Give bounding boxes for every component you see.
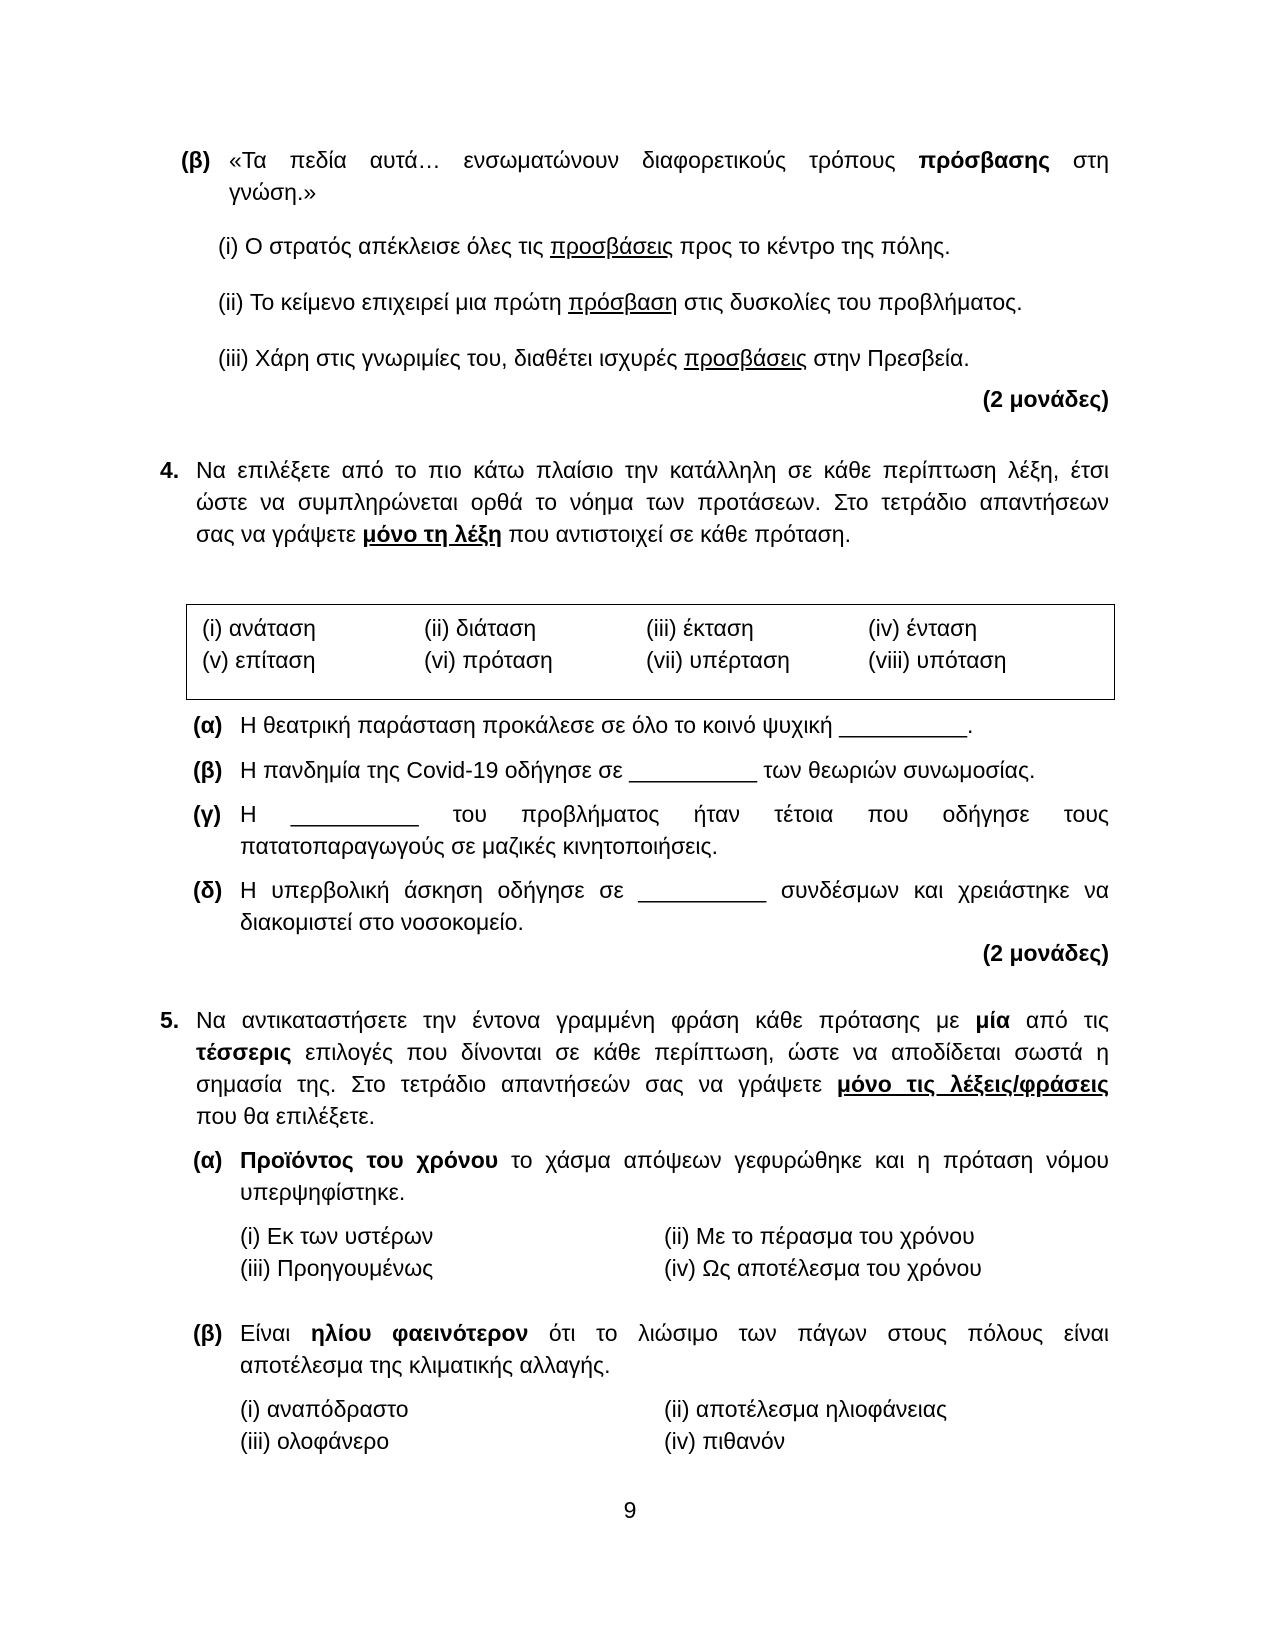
q4b-label: (β) <box>193 757 223 783</box>
q4d-label: (δ) <box>193 877 223 903</box>
q4d-line1: Η υπερβολική άσκηση οδήγησε σε __________ συνδέσμων και χρειάστηκε να <box>240 877 1109 903</box>
q5b-line1: Είναι ηλίου φαεινότερον ότι το λιώσιμο των πάγων στους πόλους είναι <box>240 1320 1109 1346</box>
q4c-line2: πατατοπαραγωγούς σε μαζικές κινητοποιήσεις. <box>240 833 718 859</box>
q5b-option-ii: (ii) αποτέλεσμα ηλιοφάνειας <box>664 1396 948 1422</box>
q3b-item-ii: (ii) Το κείμενο επιχειρεί μια πρώτη πρόσβαση στις δυσκολίες του προβλήματος. <box>218 289 1023 315</box>
q4-text-line2: ώστε να συμπληρώνεται ορθά το νόημα των προτάσεων. Στο τετράδιο απαντήσεων <box>196 489 1109 515</box>
q5a-label: (α) <box>193 1147 223 1173</box>
q5a-option-i: (i) Εκ των υστέρων <box>240 1223 434 1249</box>
q5-number: 5. <box>160 1007 180 1033</box>
box-word-iv: (iv) ένταση <box>868 615 978 641</box>
box-word-i: (i) ανάταση <box>202 615 316 641</box>
q4-text-line1: Να επιλέξετε από το πιο κάτω πλαίσιο την κατάλληλη σε κάθε περίπτωση λέξη, έτσι <box>196 457 1109 483</box>
q5b-option-iv: (iv) πιθανόν <box>664 1428 786 1454</box>
box-word-v: (v) επίταση <box>202 647 316 673</box>
q5a-option-iv: (iv) Ως αποτέλεσμα του χρόνου <box>664 1255 982 1281</box>
q5b-line2: αποτέλεσμα της κλιματικής αλλαγής. <box>240 1352 611 1378</box>
q3b-item-iii: (iii) Χάρη στις γνωριμίες του, διαθέτει ισχυρές προσβάσεις στην Πρεσβεία. <box>218 345 970 371</box>
q4-marks: (2 μονάδες) <box>982 940 1109 966</box>
q3b-quote-line1: «Τα πεδία αυτά… ενσωματώνουν διαφορετικούς τρόπους πρόσβασης στη <box>229 147 1109 173</box>
q5a-line1: Προϊόντος του χρόνου το χάσμα απόψεων γεφυρώθηκε και η πρόταση νόμου <box>240 1147 1110 1173</box>
q4d-line2: διακομιστεί στο νοσοκομείο. <box>240 909 524 935</box>
q5b-option-i: (i) αναπόδραστο <box>240 1396 409 1422</box>
q4-number: 4. <box>160 457 180 483</box>
q3b-marks: (2 μονάδες) <box>982 386 1109 412</box>
box-word-iii: (iii) έκταση <box>646 615 754 641</box>
q5b-label: (β) <box>193 1320 223 1346</box>
q5a-option-iii: (iii) Προηγουμένως <box>240 1255 434 1281</box>
q5a-option-ii: (ii) Με το πέρασμα του χρόνου <box>664 1223 975 1249</box>
q5a-line2: υπερψηφίστηκε. <box>240 1179 406 1205</box>
q4b-text: Η πανδημία της Covid-19 οδήγησε σε __________ των θεωριών συνωμοσίας. <box>240 757 1036 783</box>
box-word-viii: (viii) υπόταση <box>868 647 1007 673</box>
page-number: 9 <box>623 1497 637 1523</box>
q5b-option-iii: (iii) ολοφάνερο <box>240 1428 390 1454</box>
box-word-vi: (vi) πρόταση <box>424 647 553 673</box>
q3b-item-i: (i) Ο στρατός απέκλεισε όλες τις προσβάσεις προς το κέντρο της πόλης. <box>218 233 951 259</box>
q4-text-line3: σας να γράψετε μόνο τη λέξη που αντιστοιχεί σε κάθε πρόταση. <box>196 521 851 547</box>
q4a-text: Η θεατρική παράσταση προκάλεσε σε όλο το κοινό ψυχική __________. <box>240 712 974 738</box>
q4c-label: (γ) <box>193 801 222 827</box>
q5-text-line1: Να αντικαταστήσετε την έντονα γραμμένη φράση κάθε πρότασης με μία από τις <box>196 1007 1109 1033</box>
q5-text-line3: σημασία της. Στο τετράδιο απαντήσεών σας να γράψετε μόνο τις λέξεις/φράσεις <box>196 1071 1109 1097</box>
q5-text-line2: τέσσερις επιλογές που δίνονται σε κάθε περίπτωση, ώστε να αποδίδεται σωστά η <box>196 1039 1109 1065</box>
q3b-quote-line2: γνώση.» <box>229 179 317 205</box>
q4a-label: (α) <box>193 712 223 738</box>
box-word-ii: (ii) διάταση <box>424 615 537 641</box>
q3b-label: (β) <box>181 147 211 173</box>
q5-text-line4: που θα επιλέξετε. <box>196 1103 376 1129</box>
q4c-line1: Η __________ του προβλήματος ήταν τέτοια που οδήγησε τους <box>240 801 1109 827</box>
box-word-vii: (vii) υπέρταση <box>646 647 790 673</box>
